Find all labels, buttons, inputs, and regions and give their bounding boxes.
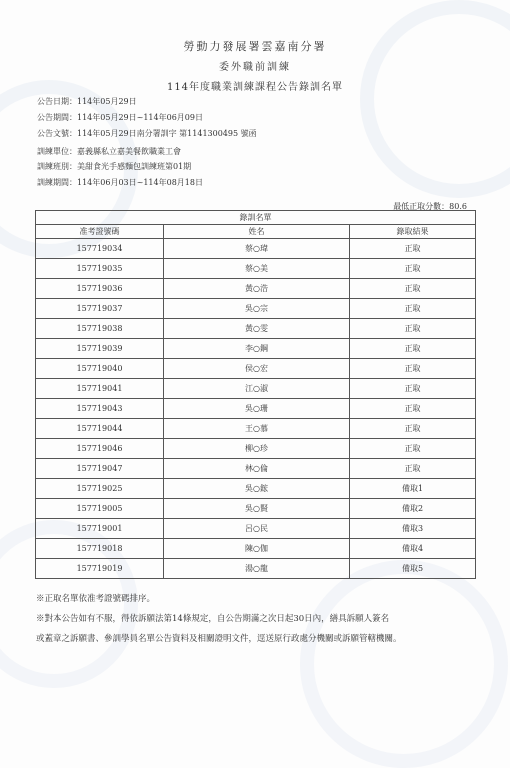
candidate-name: 吳○宗 bbox=[164, 299, 350, 319]
admission-number: 157719041 bbox=[36, 379, 164, 399]
meta-label: 公告期間： bbox=[37, 113, 77, 122]
candidate-name: 林○倫 bbox=[164, 459, 350, 479]
note-appeal-2: 或蓋章之訴願書、參訓學員名單公告資料及相關證明文件，逕送原行政處分機關或訴願管轄機關。 bbox=[36, 634, 402, 644]
meta-training-class bbox=[37, 161, 191, 172]
meta-label: 訓練期間： bbox=[37, 178, 77, 187]
candidate-name: 吳○珊 bbox=[164, 399, 350, 419]
candidate-name: 柳○珍 bbox=[164, 439, 350, 459]
document-title: 114年度職業訓練課程公告錄訓名單 bbox=[166, 82, 344, 93]
agency-title: 勞動力發展署雲嘉南分署 bbox=[183, 40, 327, 53]
admission-result: 備取4 bbox=[350, 539, 476, 559]
admission-result: 正取 bbox=[350, 399, 476, 419]
table-row bbox=[36, 339, 476, 359]
admission-number: 157719037 bbox=[36, 299, 164, 319]
program-title: 委外職前訓練 bbox=[219, 62, 291, 73]
candidate-name: 陳○伽 bbox=[164, 539, 350, 559]
admission-number: 157719035 bbox=[36, 259, 164, 279]
table-row bbox=[36, 539, 476, 559]
table-row bbox=[36, 239, 476, 259]
admission-result: 備取3 bbox=[350, 519, 476, 539]
table-row bbox=[36, 439, 476, 459]
admission-result: 備取2 bbox=[350, 499, 476, 519]
admission-result: 正取 bbox=[350, 259, 476, 279]
watermark-emblem bbox=[300, 560, 508, 768]
admission-number: 157719034 bbox=[36, 239, 164, 259]
meta-value: 嘉義縣私立嘉美餐飲職業工會 bbox=[77, 147, 181, 156]
admission-number: 157719047 bbox=[36, 459, 164, 479]
table-row bbox=[36, 299, 476, 319]
meta-value: 114年06月03日~114年08月18日 bbox=[77, 178, 203, 187]
admission-result: 正取 bbox=[350, 419, 476, 439]
admission-number: 157719025 bbox=[36, 479, 164, 499]
meta-value: 美甜食光手感麵包訓練班第01期 bbox=[77, 162, 192, 171]
admission-number: 157719044 bbox=[36, 419, 164, 439]
candidate-name: 吳○賢 bbox=[164, 499, 350, 519]
note-appeal-1: ※對本公告如有不服，得依訴願法第14條規定，自公告期滿之次日起30日內，繕具訴願人簽名 bbox=[36, 614, 390, 624]
candidate-name: 侯○宏 bbox=[164, 359, 350, 379]
meta-value: 114年05月29日南分署訓字 第1141300495 號函 bbox=[77, 129, 257, 138]
meta-value: 114年05月29日 bbox=[77, 97, 137, 106]
column-header-number: 准考證號碼 bbox=[36, 225, 164, 239]
table-group-header: 錄訓名單 bbox=[36, 211, 476, 225]
candidate-name: 湯○龍 bbox=[164, 559, 350, 579]
admission-number: 157719001 bbox=[36, 519, 164, 539]
table-row bbox=[36, 559, 476, 579]
meta-label: 公告日期： bbox=[37, 97, 77, 106]
meta-label: 訓練單位： bbox=[37, 147, 77, 156]
admission-result: 正取 bbox=[350, 279, 476, 299]
admission-number: 157719019 bbox=[36, 559, 164, 579]
admission-number: 157719040 bbox=[36, 359, 164, 379]
admission-result: 正取 bbox=[350, 299, 476, 319]
admission-number: 157719005 bbox=[36, 499, 164, 519]
meta-announce-period bbox=[37, 112, 203, 123]
admission-number: 157719043 bbox=[36, 399, 164, 419]
candidate-name: 蔡○瑋 bbox=[164, 239, 350, 259]
admission-number: 157719039 bbox=[36, 339, 164, 359]
meta-label: 訓練班別： bbox=[37, 162, 77, 171]
candidate-name: 吳○鋐 bbox=[164, 479, 350, 499]
admission-table bbox=[35, 210, 476, 579]
table-row bbox=[36, 259, 476, 279]
column-header-result: 錄取結果 bbox=[350, 225, 476, 239]
candidate-name: 黃○雯 bbox=[164, 319, 350, 339]
meta-training-unit bbox=[37, 146, 181, 157]
admission-result: 備取1 bbox=[350, 479, 476, 499]
table-row bbox=[36, 459, 476, 479]
admission-result: 正取 bbox=[350, 379, 476, 399]
meta-training-period bbox=[37, 177, 203, 188]
meta-announce-date bbox=[37, 96, 137, 107]
watermark-emblem bbox=[360, 0, 510, 198]
admission-number: 157719036 bbox=[36, 279, 164, 299]
table-row bbox=[36, 419, 476, 439]
admission-result: 正取 bbox=[350, 439, 476, 459]
min-score-label: 最低正取分數：80.6 bbox=[393, 202, 467, 211]
admission-result: 正取 bbox=[350, 359, 476, 379]
table-row bbox=[36, 499, 476, 519]
candidate-name: 江○淑 bbox=[164, 379, 350, 399]
admission-number: 157719046 bbox=[36, 439, 164, 459]
table-row bbox=[36, 519, 476, 539]
admission-result: 正取 bbox=[350, 319, 476, 339]
admission-number: 157719018 bbox=[36, 539, 164, 559]
table-row bbox=[36, 379, 476, 399]
table-row bbox=[36, 319, 476, 339]
table-row bbox=[36, 479, 476, 499]
admission-result: 正取 bbox=[350, 239, 476, 259]
table-body bbox=[36, 239, 476, 579]
candidate-name: 呂○民 bbox=[164, 519, 350, 539]
column-header-name: 姓名 bbox=[164, 225, 350, 239]
table-row bbox=[36, 279, 476, 299]
table-row bbox=[36, 359, 476, 379]
admission-result: 正取 bbox=[350, 459, 476, 479]
note-sort-order: ※正取名單依准考證號碼排序。 bbox=[36, 594, 156, 604]
admission-result: 備取5 bbox=[350, 559, 476, 579]
meta-label: 公告文號： bbox=[37, 129, 77, 138]
candidate-name: 黃○浩 bbox=[164, 279, 350, 299]
meta-value: 114年05月29日~114年06月09日 bbox=[77, 113, 203, 122]
admission-number: 157719038 bbox=[36, 319, 164, 339]
candidate-name: 蔡○美 bbox=[164, 259, 350, 279]
admission-result: 正取 bbox=[350, 339, 476, 359]
candidate-name: 李○鋼 bbox=[164, 339, 350, 359]
meta-document-number bbox=[37, 128, 257, 139]
table-row bbox=[36, 399, 476, 419]
candidate-name: 王○慕 bbox=[164, 419, 350, 439]
